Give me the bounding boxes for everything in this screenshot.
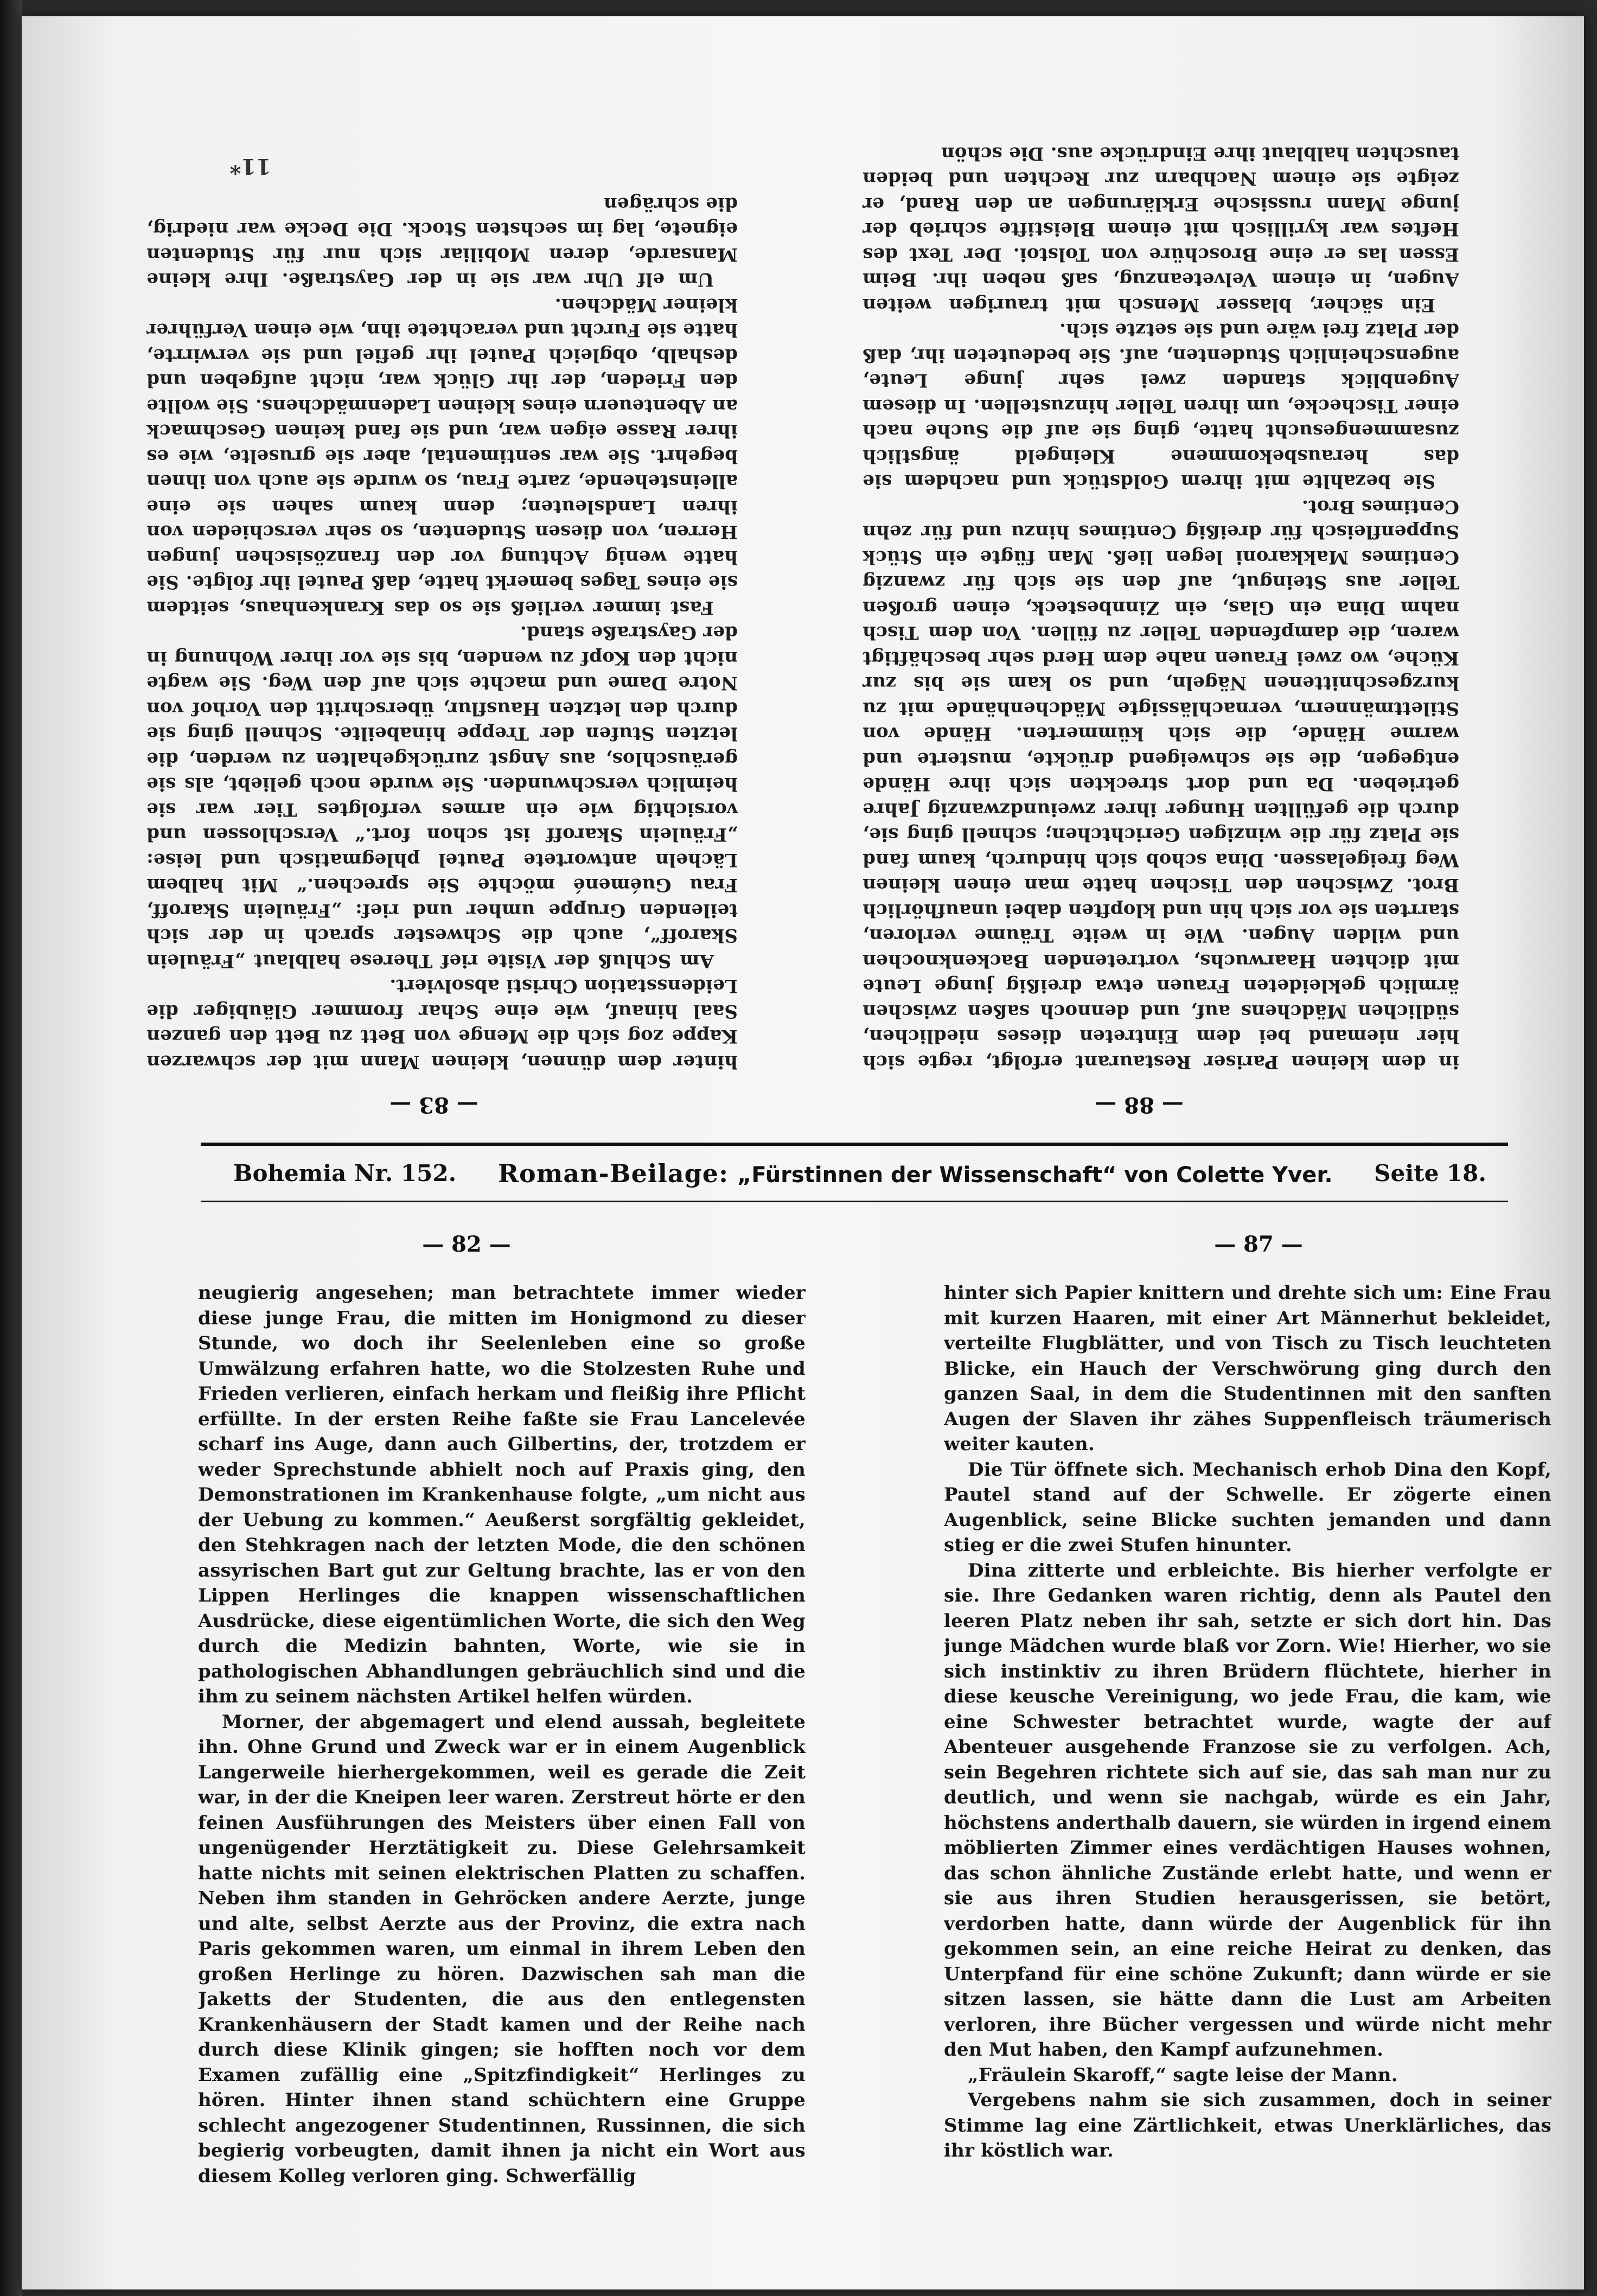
lower-left-column (198, 1280, 806, 2197)
paragraph: Morner, der abgemagert und elend aussah, begleitete ihn. Ohne Grund und Zweck war er in einem Augenblick Langerweile hierhergekommen, weil es gerade die Zeit war, in der die Kneipen leer waren. Zerstreut hörte er den feinen Ausführungen des Meisters über einen Fall von ungenügender Herztätigkeit zu. Diese Gelehrsamkeit hatte nichts mit seinen elektrischen Platten zu schaffen. Neben ihm standen in Gehröcken andere Aerzte, junge und alte, selbst Aerzte aus der Provinz, die extra nach Paris gekommen waren, um einmal in ihrem Leben den großen Herlinge zu hören. Dazwischen sah man die Jaketts der Studenten, die aus den entlegensten Krankenhäusern der Stadt kamen und der Reihe nach durch diese Klinik gingen; sie hofften noch vor dem Examen zufällig eine „Spitzfindigkeit“ Herlinges zu hören. Hinter ihnen stand schüchtern eine Gruppe schlecht angezogener Studentinnen, Russinnen, die sich begierig vorbeugten, damit ihnen ja nicht ein Wort aus diesem Kolleg verloren ging. Schwerfällig (198, 1711, 806, 2187)
paragraph: in dem kleinen Pariser Restaurant erfolgt, regte sich hier niemand bei dem Eintreten dieses niedlichen, südlichen Mädchens auf, und dennoch saßen zwischen ärmlich gekleideten Frauen etwa dreißig junge Leute mit dichten Haarwuchs, vortretenden Backenknochen und wilden Augen. Wie in weite Träume verloren, starrten sie vor sich hin und klopften dabei unaufhörlich Brot. Zwischen den Tischen hatte man einen kleinen Weg freigelassen. Dina schob sich hindurch, kaum fand sie Platz für die winzigen Gerichtchen; schnell ging sie, durch die gefüllten Hunger ihrer zweiundzwanzig Jahre getrieben. Da und dort streckten sich ihre Hände entgegen, die sie schweigend drückte, musterte und warme Hände, die sich kümmerten. Hände von Stilettmännern, vernachlässigte Mädchenhände mit zu kurzgeschnittenen Nägeln, und so kam sie bis zur Küche, wo zwei Frauen nahe dem Herd sehr beschäftigt waren, die dampfenden Teller zu füllen. Von dem Tisch nahm Dina ein Glas, ein Zinnbesteck, einen großen Teller aus Steingut, auf den sie sich für zwanzig Centimes Makkaroni legen ließ. Man fügte ein Stück Suppenfleisch für dreißig Centimes hinzu und für zehn Centimes Brot. (863, 496, 1459, 1073)
lower-right-page-number: — 87 — (1214, 1232, 1303, 1257)
paragraph: Ein sächer, blasser Mensch mit traurigen weiten Augen, in einem Velveteanzug, saß neben ihr. Beim Essen las er eine Broschüre von Tolstoi. Der Text des Heftes war kyrillisch mit einem Bleistifte schrieb der junge Mann russische Erklärungen an den Rand, er zeigte sie einem Nachbarn zur Rechten und beiden tauschten halblaut ihre Eindrücke aus. Die schön (863, 143, 1459, 316)
newspaper-issue: Bohemia Nr. 152. (233, 1160, 457, 1187)
scan-binding-shadow (0, 0, 22, 2296)
roman-beilage-header (201, 1143, 1508, 1202)
page-label: Seite 18. (1374, 1160, 1486, 1187)
paragraph: Sie bezahlte mit ihrem Goldstück und nachdem sie das herausbekommene Kleingeld ängstlich zusammengesucht hatte, ging sie auf die Suche nach einer Tischecke, um ihren Teller hinzustellen. In diesem Augenblick standen zwei sehr junge Leute, augenscheinlich Studenten, auf. Sie bedeuteten ihr, daß der Platz frei wäre und sie setzte sich. (863, 319, 1459, 493)
novel-title: „Fürstinnen der Wissenschaft“ von Colette Yver. (737, 1162, 1333, 1188)
lower-left-page-number: — 82 — (422, 1232, 511, 1257)
paragraph: Fast immer verließ sie so das Krankenhaus, seitdem sie eines Tages bemerkt hatte, daß Pautel ihr folgte. Sie hatte wenig Achtung vor den französischen jungen Herren, von diesen Studenten, so sehr verschieden von ihren Landsleuten; denn kaum sahen sie eine alleinstehende, zarte Frau, so wurde sie auch von ihnen begehrt. Sie war sentimental, aber sie gruselte, wie es ihrer Rasse eigen war, und sie fand keinen Geschmack an Abenteuern eines kleinen Ladenmädchens. Sie wollte den Frieden, der ihr Glück war, nicht aufgeben und deshalb, obgleich Pautel ihr gefiel und sie verwirrte, hatte sie Furcht und verachtete ihn, wie einen Verführer kleiner Mädchen. (146, 294, 738, 618)
upper-right-page-number: — 83 — (389, 1092, 478, 1118)
signature-mark: 11* (229, 154, 271, 179)
upper-inverted-section (22, 16, 1584, 1161)
paragraph: Dina zitterte und erbleichte. Bis hierher verfolgte er sie. Ihre Gedanken waren richtig, denn als Pautel den leeren Platz neben ihr sah, setzte er sich dort hin. Das junge Mädchen wurde blaß vor Zorn. Wie! Hierher, wo sie sich instinktiv zu ihren Brüdern flüchtete, hierher in diese keusche Vereinigung, wo jede Frau, die kam, wie eine Schwester betrachtet wurde, wagte der auf Abenteuer ausgehende Franzose sie zu verfolgen. Ach, sein Begehren richtete sich auf sie, das sah man nur zu deutlich, und wenn sie nachgab, würde es ein Jahr, höchstens anderthalb dauern, sie würden in irgend einem möblierten Zimmer eines verdächtigen Hauses wohnen, das schon ähnliche Zustände erlebt hatte, und wenn er sie aus ihren Studien herausgerissen, sie betört, verdorben hatte, dann würde der Augenblick für ihn gekommen sein, an eine reiche Heirat zu denken, das Unterpfand für eine schöne Zukunft; dann würde er sie sitzen lassen, sie hätte dann die Lust am Arbeiten verloren, ihre Bücher vergessen und würde nicht mehr den Mut haben, den Kampf aufzunehmen. (944, 1559, 1551, 2061)
upper-column-hinter-dem-duennen (146, 109, 738, 1074)
upper-column-restaurant (863, 109, 1459, 1074)
paragraph: „Fräulein Skaroff,“ sagte leise der Mann. (968, 2064, 1398, 2086)
paragraph: Um elf Uhr war sie in der Gaystraße. Ihre kleine Mansarde, deren Mobiliar sich nur für Studenten eignete, lag im sechsten Stock. Die Decke war niedrig, die schrägen (146, 193, 738, 291)
newspaper-page (22, 16, 1584, 2289)
upper-left-page-number: — 88 — (1095, 1092, 1184, 1118)
paragraph: hinter sich Papier knittern und drehte sich um: Eine Frau mit kurzen Haaren, mit einer Art Männerhut bekleidet, verteilte Flugblätter, und von Tisch zu Tisch leuchteten Blicke, ein Hauch der Verschwörung ging durch den ganzen Saal, in dem die Studentinnen mit den sanften Augen der Slaven ihr zähes Suppenfleisch träumerisch weiter kauten. (944, 1282, 1551, 1455)
paragraph: Am Schluß der Visite rief Therese halblaut „Fräulein Skaroff“, auch die Schwester sprach in der sich teilenden Gruppe umher und rief: „Fräulein Skaroff, Frau Guémené möchte Sie sprechen.“ Mit halbem Lächeln antwortete Pautel phlegmatisch und leise: „Fräulein Skaroff ist schon fort.“ Verschlossen und vorsichtig wie ein armes verfolgtes Tier war sie heimlich verschwunden. Sie wurde noch geliebt, als sie geräuschlos, aus Angst zurückgehalten zu werden, die letzten Stufen der Treppe hinabeilte. Schnell ging sie durch den letzten Hausflur, überschritt den Vorhof von Notre Dame und machte sich auf den Weg. Sie wagte nicht den Kopf zu wenden, bis sie vor ihrer Wohnung in der Gaystraße stand. (146, 622, 738, 972)
supplement-title (498, 1159, 1333, 1188)
paragraph: hinter dem dünnen, kleinen Mann mit der schwarzen Kappe zog sich die Menge von Bett zu Bett den ganzen Saal hinauf, wie eine Schar frommer Gläubiger die Leidensstation Christi absolviert. (146, 975, 738, 1073)
paragraph: neugierig angesehen; man betrachtete immer wieder diese junge Frau, die mitten im Honigmond zu dieser Stunde, wo doch ihr Seelenleben eine so große Umwälzung erfahren hatte, wo die Stolzesten Ruhe und Frieden verlieren, einfach herkam und fleißig ihre Pflicht erfüllte. In der ersten Reihe faßte sie Frau Lancelevée scharf ins Auge, dann auch Gilbertins, der, trotzdem er weder Sprechstunde abhielt noch auf Praxis ging, den Demonstrationen im Krankenhause folgte, „um nicht aus der Uebung zu kommen.“ Aeußerst sorgfältig gekleidet, den Stehkragen nach der letzten Mode, die den schönen assyrischen Bart gut zur Geltung brachte, las er von den Lippen Herlinges die knappen wissenschaftlichen Ausdrücke, diese eigentümlichen Worte, die sich den Weg durch die Medizin bahnten, Worte, wie sie in pathologischen Abhandlungen gebräuchlich sind und die ihm zu seinem nächsten Artikel helfen würden. (198, 1282, 806, 1707)
paragraph: Die Tür öffnete sich. Mechanisch erhob Dina den Kopf, Pautel stand auf der Schwelle. Er zögerte einen Augenblick, seine Blicke suchten jemanden und dann stieg er die zwei Stufen hinunter. (944, 1458, 1551, 1556)
paragraph: Vergebens nahm sie sich zusammen, doch in seiner Stimme lag eine Zärtlichkeit, etwas Unerklärliches, das ihr köstlich war. (944, 2089, 1551, 2161)
supplement-label: Roman-Beilage: (497, 1158, 729, 1188)
lower-right-column (944, 1280, 1551, 2197)
